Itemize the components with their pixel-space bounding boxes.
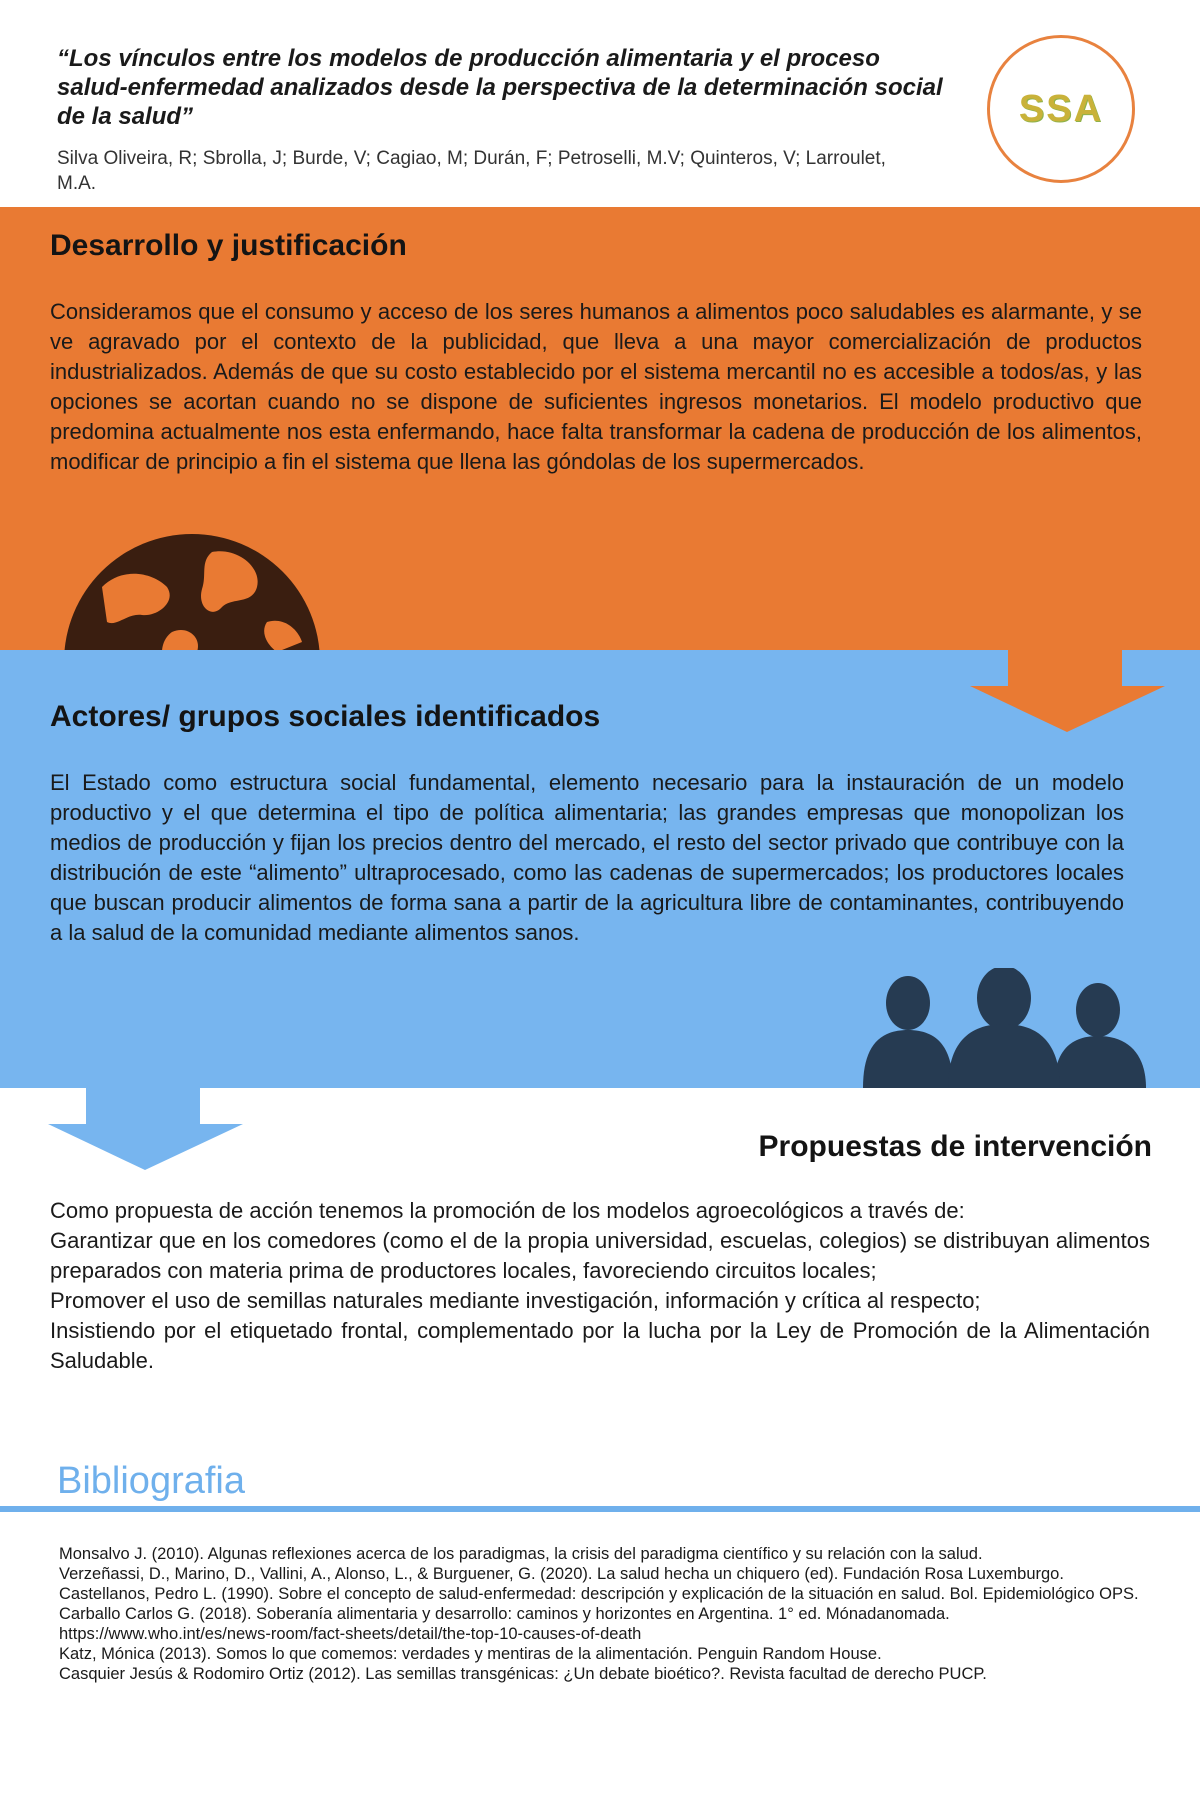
bibliography-entry: Verzeñassi, D., Marino, D., Vallini, A., Alonso, L., & Burguener, G. (2020). La salud hecha un chiquero (ed). Fundación Rosa Luxemburgo. [59,1565,1064,1583]
section-heading-desarrollo: Desarrollo y justificación [50,229,407,262]
bibliography-entry: Monsalvo J. (2010). Algunas reflexiones acerca de los paradigmas, la crisis del paradigma científico y su relación con la salud. [59,1545,983,1563]
bibliography-entry: Carballo Carlos G. (2018). Soberanía alimentaria y desarrollo: caminos y horizontes en Argentina. 1° ed. Mónadanomada. [59,1605,950,1623]
bibliography-link[interactable]: https://www.who.int/es/news-room/fact-sheets/detail/the-top-10-causes-of-death [59,1625,642,1643]
section-body-actores: El Estado como estructura social fundamental, elemento necesario para la instauración de un modelo productivo y el que determina el tipo de política alimentaria; las grandes empresas que monopolizan los medios de producción y fijan los precios dentro del mercado, el resto del sector privado que contribuye con la distribución de este “alimento” ultraprocesado, como las cadenas de supermercados; los productores locales que buscan producir alimentos de forma sana a partir de la agricultura libre de contaminantes, contribuyendo a la salud de la comunidad mediante alimentos sanos. [50,770,1124,945]
section-desarrollo [0,207,1200,650]
proposal-line: Garantizar que en los comedores (como el de la propia universidad, escuelas, colegios) se distribuyan alimentos preparados con materia prima de productores locales, favoreciendo circuitos locales; [50,1228,1150,1283]
bibliography-entry: Castellanos, Pedro L. (1990). Sobre el concepto de salud-enfermedad: descripción y explicación de la situación en salud. Bol. Epidemiológico OPS. [59,1585,1139,1603]
bibliography-list [59,1544,1139,1684]
bibliography-entry: Katz, Mónica (2013). Somos lo que comemos: verdades y mentiras de la alimentación. Penguin Random House. [59,1645,882,1663]
globe-icon [62,527,322,650]
authors-line: Silva Oliveira, R; Sbrolla, J; Burde, V; Cagiao, M; Durán, F; Petroselli, M.V; Quinteros, V; Larroulet, M.A. [57,148,886,194]
people-silhouette-icon [858,968,1150,1088]
proposal-line: Como propuesta de acción tenemos la promoción de los modelos agroecológicos a través de: [50,1198,965,1223]
ssa-logo [987,35,1135,183]
bibliography-divider [0,1506,1200,1512]
proposal-line: Insistiendo por el etiquetado frontal, complementado por la lucha por la Ley de Promoción de la Alimentación Saludable. [50,1318,1150,1373]
section-heading-actores: Actores/ grupos sociales identificados [50,700,601,733]
bibliography-entry: Casquier Jesús & Rodomiro Ortiz (2012). Las semillas transgénicas: ¿Un debate bioético?. Revista facultad de derecho PUCP. [59,1665,987,1683]
section-body-propuestas [50,1196,1150,1376]
ssa-logo-text: SSA [1018,88,1104,130]
poster-title: “Los vínculos entre los modelos de producción alimentaria y el proceso salud-enfermedad analizados desde la perspectiva de la determinación social de la salud” [57,45,943,130]
poster-header [0,0,1200,207]
down-arrow-icon [970,650,1165,732]
section-heading-propuestas: Propuestas de intervención [758,1130,1152,1163]
section-body-desarrollo: Consideramos que el consumo y acceso de los seres humanos a alimentos poco saludables es alarmante, y se ve agravado por el contexto de la publicidad, que lleva a una mayor comercialización de productos industrializados. Además de que su costo establecido por el sistema mercantil no es accesible a todos/as, y las opciones se acortan cuando no se dispone de suficientes ingresos monetarios. El modelo productivo que predomina actualmente nos esta enfermando, hace falta transformar la cadena de producción de los alimentos, modificar de principio a fin el sistema que llena las góndolas de los supermercados. [50,299,1142,474]
down-arrow-icon [48,1088,243,1170]
proposal-line: Promover el uso de semillas naturales mediante investigación, información y crítica al respecto; [50,1288,981,1313]
bibliography-title: Bibliografia [57,1460,245,1502]
